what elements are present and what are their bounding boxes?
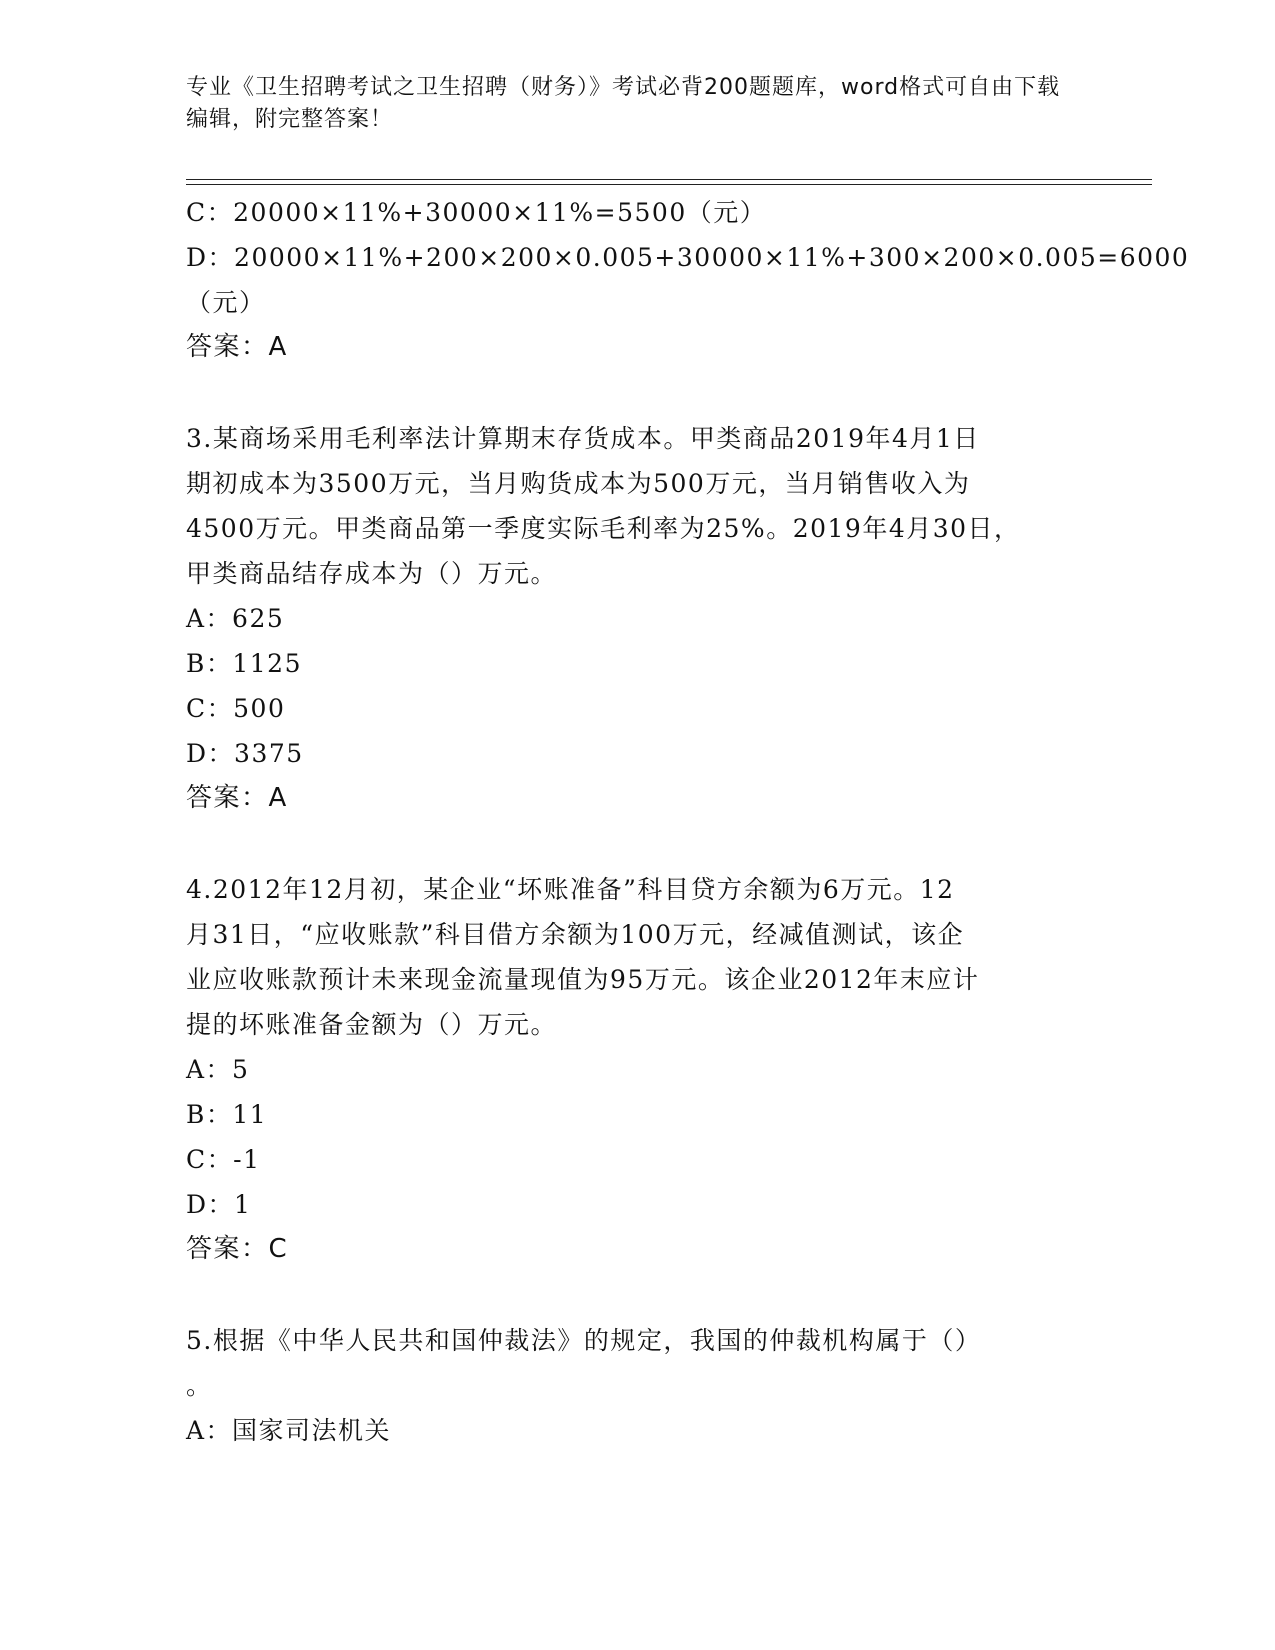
option-d: D：20000×11%+200×200×0.005+30000×11%+300×200×0.005=6000 [186, 243, 1190, 272]
spacer [186, 1272, 1076, 1318]
option-d: D：3375 [186, 739, 304, 768]
option-a: A：5 [186, 1055, 250, 1084]
question-text-line: 提的坏账准备金额为（）万元。 [186, 1010, 558, 1039]
option-d-continued: （元） [186, 288, 266, 317]
document-header: 专业《卫生招聘考试之卫生招聘（财务）》考试必背200题题库，word格式可自由下载编辑，附完整答案！ [186, 75, 1061, 132]
question-text-line: 甲类商品结存成本为（）万元。 [186, 559, 558, 588]
spacer [186, 821, 1076, 867]
answer-line: 答案：A [186, 783, 288, 813]
answer-line: 答案：A [186, 332, 288, 362]
question-text-line: 业应收账款预计未来现金流量现值为95万元。该企业2012年末应计 [186, 965, 980, 994]
question-text-line: 4.2012年12月初，某企业“坏账准备”科目贷方余额为6万元。12 [186, 875, 955, 904]
question-5 [186, 1318, 1076, 1453]
question-text-line: 3.某商场采用毛利率法计算期末存货成本。甲类商品2019年4月1日 [186, 424, 980, 453]
option-b: B：11 [186, 1100, 268, 1129]
option-d: D：1 [186, 1190, 252, 1219]
question-2-continuation [186, 190, 1190, 370]
header-divider-secondary [186, 184, 1152, 185]
header-divider [186, 179, 1152, 180]
question-text-line: 4500万元。甲类商品第一季度实际毛利率为25%。2019年4月30日， [186, 514, 1021, 543]
spacer [186, 370, 1076, 416]
option-c: C：500 [186, 694, 286, 723]
question-text-line: 期初成本为3500万元，当月购货成本为500万元，当月销售收入为 [186, 469, 971, 498]
question-4 [186, 867, 1076, 1272]
question-text-line: 5.根据《中华人民共和国仲裁法》的规定，我国的仲裁机构属于（） [186, 1326, 982, 1355]
option-a: A：国家司法机关 [186, 1416, 392, 1445]
question-text-line: 月31日，“应收账款”科目借方余额为100万元，经减值测试，该企 [186, 920, 965, 949]
answer-line: 答案：C [186, 1234, 289, 1264]
question-text-line: 。 [186, 1371, 213, 1400]
option-a: A：625 [186, 604, 285, 633]
document-body [186, 190, 1190, 1453]
question-3 [186, 416, 1076, 821]
option-b: B：1125 [186, 649, 302, 678]
option-c: C：20000×11%+30000×11%=5500（元） [186, 198, 767, 227]
option-c: C：-1 [186, 1145, 261, 1174]
